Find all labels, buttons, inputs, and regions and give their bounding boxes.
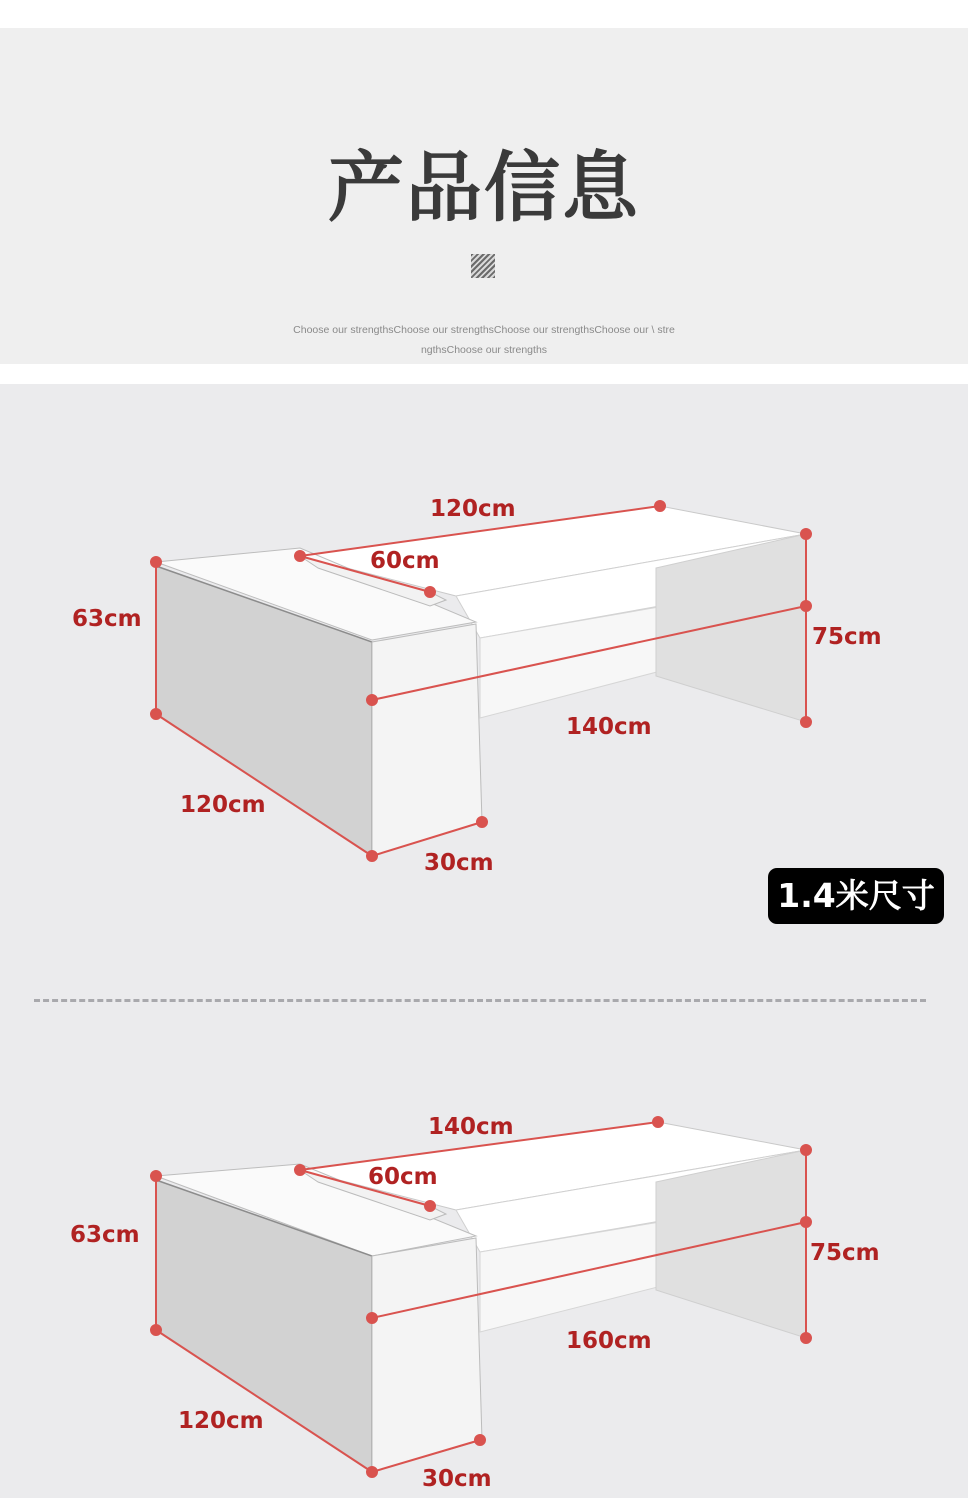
desk-diagram-2 [0, 1106, 968, 1498]
desk-diagram-1 [0, 490, 968, 880]
dim-side-height: 63cm [72, 606, 142, 632]
dashed-divider [34, 999, 926, 1002]
dim-side-length: 120cm [178, 1408, 264, 1434]
dim-width-top: 140cm [428, 1114, 514, 1140]
header-subtitle: Choose our strengthsChoose our strengthsChoose our strengthsChoose our \ strengthsChoose our strengths [293, 324, 675, 356]
size-badge: 1.4米尺寸 [768, 868, 944, 924]
header-banner [0, 28, 968, 364]
page-title: 产品信息 [328, 143, 640, 232]
dim-length: 140cm [566, 714, 652, 740]
dim-width-top: 120cm [430, 496, 516, 522]
dim-side-height: 63cm [70, 1222, 140, 1248]
dim-total-height: 75cm [810, 1240, 880, 1266]
dim-depth-top: 60cm [370, 548, 440, 574]
dim-length: 160cm [566, 1328, 652, 1354]
dim-depth-top: 60cm [368, 1164, 438, 1190]
dim-total-height: 75cm [812, 624, 882, 650]
hatch-icon [471, 254, 495, 278]
dim-side-width: 30cm [424, 850, 494, 876]
dim-side-width: 30cm [422, 1466, 492, 1492]
dim-side-length: 120cm [180, 792, 266, 818]
